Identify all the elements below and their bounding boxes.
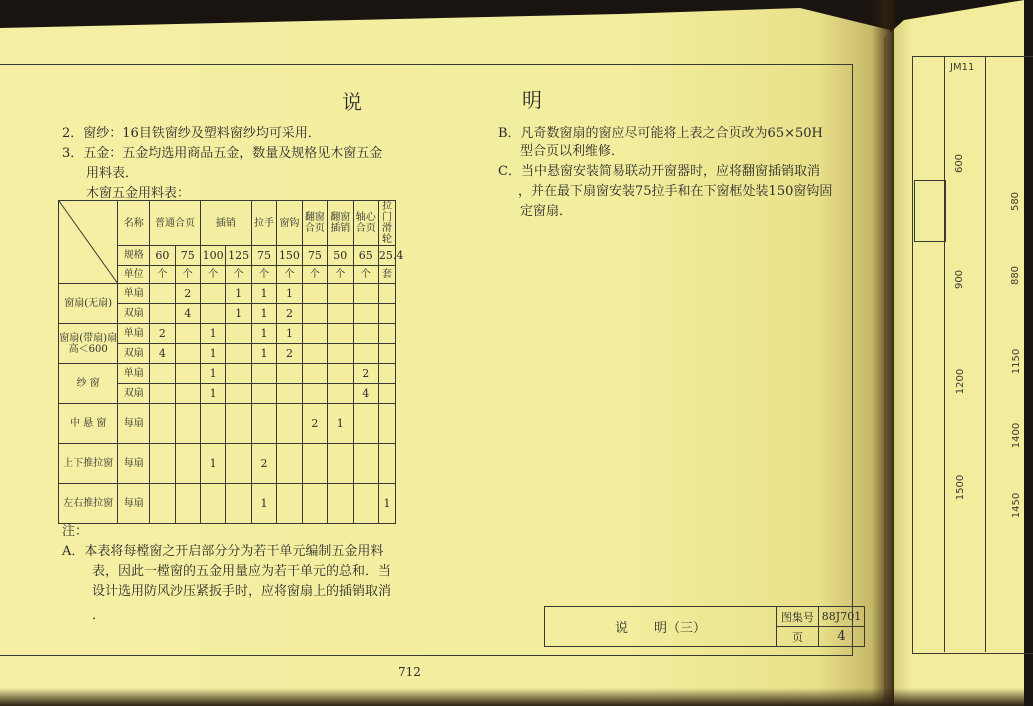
quantity-cell	[328, 324, 353, 344]
spec-cell: 75	[251, 246, 276, 266]
quantity-cell	[175, 384, 200, 404]
spec-cell: 75	[302, 246, 327, 266]
quantity-cell: 1	[200, 344, 225, 364]
quantity-cell	[378, 444, 395, 484]
row-group-label: 纱 窗	[59, 364, 118, 404]
note-a-line4: ．	[92, 608, 106, 623]
quantity-cell: 4	[353, 384, 378, 404]
quantity-cell	[277, 384, 302, 404]
quantity-cell: 2	[277, 344, 302, 364]
row-sub-label: 每扇	[118, 404, 150, 444]
quantity-cell	[302, 344, 327, 364]
quantity-cell	[150, 404, 175, 444]
quantity-cell	[251, 384, 276, 404]
quantity-cell	[226, 484, 251, 524]
col-handle: 拉手	[251, 201, 276, 246]
spec-cell: 25.4	[378, 246, 395, 266]
note-c-line3: 定窗扇．	[520, 204, 573, 219]
note-c-line1: C．当中悬窗安装简易联动开窗器时，应将翻窗插销取消	[498, 164, 820, 179]
right-dim: 1500	[955, 474, 967, 501]
quantity-cell: 1	[200, 364, 225, 384]
quantity-cell	[302, 324, 327, 344]
quantity-cell: 4	[150, 344, 175, 364]
quantity-cell	[200, 284, 225, 304]
quantity-cell: 1	[226, 304, 251, 324]
note-a-line3: 设计选用防风沙压紧扳手时，应将窗扇上的插销取消	[92, 584, 392, 599]
quantity-cell: 2	[175, 284, 200, 304]
quantity-cell: 1	[226, 284, 251, 304]
quantity-cell: 1	[277, 324, 302, 344]
spec-cell: 100	[200, 246, 225, 266]
row-group-label: 中 悬 窗	[59, 404, 118, 444]
unit-cell: 个	[353, 266, 378, 284]
quantity-cell	[200, 404, 225, 444]
notes-title: 注：	[62, 524, 89, 539]
quantity-cell	[302, 304, 327, 324]
atlas-number: 88J701	[819, 607, 865, 627]
quantity-cell: 1	[200, 444, 225, 484]
quantity-cell	[277, 404, 302, 444]
row-sub-label: 双扇	[118, 344, 150, 364]
quantity-cell: 1	[378, 484, 395, 524]
quantity-cell	[328, 384, 353, 404]
quantity-cell	[328, 484, 353, 524]
unit-cell: 个	[277, 266, 302, 284]
book-spine	[872, 0, 894, 706]
unit-cell: 个	[328, 266, 353, 284]
quantity-cell: 1	[277, 284, 302, 304]
page-bottom-shadow	[0, 688, 1024, 706]
quantity-cell	[378, 304, 395, 324]
quantity-cell	[378, 404, 395, 444]
quantity-cell	[226, 384, 251, 404]
title-block-title: 说 明（三）	[545, 607, 777, 647]
spec-cell: 125	[226, 246, 251, 266]
right-dim: 900	[954, 269, 966, 290]
spec-cell: 150	[277, 246, 302, 266]
spec-cell: 75	[175, 246, 200, 266]
row-sub-label: 每扇	[118, 484, 150, 524]
unit-cell: 个	[175, 266, 200, 284]
quantity-cell: 1	[200, 324, 225, 344]
quantity-cell	[150, 304, 175, 324]
row-sub-label: 双扇	[118, 304, 150, 324]
quantity-cell	[200, 484, 225, 524]
quantity-cell: 1	[251, 484, 276, 524]
quantity-cell: 2	[251, 444, 276, 484]
paragraph-hardware: 3．五金：五金均选用商品五金，数量及规格见木窗五金	[62, 146, 383, 161]
quantity-cell	[328, 344, 353, 364]
row-group-label: 左右推拉窗	[59, 484, 118, 524]
row-group-label: 窗扇(无扇)	[59, 284, 118, 324]
quantity-cell	[277, 364, 302, 384]
paragraph-hardware-cont: 用料表．	[86, 166, 139, 181]
unit-cell: 个	[251, 266, 276, 284]
quantity-cell	[277, 444, 302, 484]
quantity-cell	[175, 444, 200, 484]
row-sub-label: 单扇	[118, 284, 150, 304]
quantity-cell	[251, 364, 276, 384]
quantity-cell	[302, 444, 327, 484]
quantity-cell	[353, 284, 378, 304]
unit-cell: 套	[378, 266, 395, 284]
row-sub-label: 单扇	[118, 364, 150, 384]
quantity-cell	[328, 304, 353, 324]
spec-cell: 60	[150, 246, 175, 266]
quantity-cell	[302, 484, 327, 524]
quantity-cell	[200, 304, 225, 324]
unit-cell: 个	[302, 266, 327, 284]
heading-right: 明	[522, 88, 544, 112]
right-page-label: JM11	[950, 62, 975, 73]
quantity-cell	[150, 444, 175, 484]
quantity-cell	[378, 344, 395, 364]
col-hook: 窗钩	[277, 201, 302, 246]
quantity-cell	[353, 444, 378, 484]
quantity-cell	[175, 404, 200, 444]
heading-left: 说	[342, 90, 364, 114]
quantity-cell	[353, 304, 378, 324]
quantity-cell	[378, 284, 395, 304]
quantity-cell: 2	[150, 324, 175, 344]
quantity-cell	[226, 344, 251, 364]
quantity-cell	[150, 484, 175, 524]
quantity-cell: 1	[328, 404, 353, 444]
right-dim: 1450	[1011, 492, 1023, 519]
col-roller: 拉门滑轮	[378, 201, 395, 246]
quantity-cell	[150, 364, 175, 384]
quantity-cell	[226, 404, 251, 444]
quantity-cell: 1	[251, 324, 276, 344]
col-bolt: 插销	[200, 201, 251, 246]
quantity-cell: 1	[251, 304, 276, 324]
quantity-cell	[378, 324, 395, 344]
unit-cell: 个	[226, 266, 251, 284]
quantity-cell	[175, 364, 200, 384]
quantity-cell	[378, 384, 395, 404]
quantity-cell	[175, 324, 200, 344]
quantity-cell	[277, 484, 302, 524]
page-label: 页	[777, 627, 819, 647]
quantity-cell	[353, 344, 378, 364]
atlas-label: 图集号	[777, 607, 819, 627]
note-b-line2: 型合页以利维修．	[520, 144, 625, 159]
col-hinge: 普通合页	[150, 201, 201, 246]
note-a-line2: 表，因此一樘窗的五金用量应为若干单元的总和．当	[92, 564, 392, 579]
quantity-cell: 1	[251, 344, 276, 364]
quantity-cell	[251, 404, 276, 444]
quantity-cell	[175, 344, 200, 364]
quantity-cell	[353, 484, 378, 524]
quantity-cell	[378, 364, 395, 384]
spec-cell: 65	[353, 246, 378, 266]
quantity-cell	[328, 284, 353, 304]
hardware-table	[58, 200, 404, 524]
quantity-cell	[302, 364, 327, 384]
col-name-label: 名称	[118, 201, 150, 246]
quantity-cell: 2	[302, 404, 327, 444]
row-group-label: 窗扇(带扇)扇高＜600	[59, 324, 118, 364]
table-corner	[59, 201, 118, 284]
quantity-cell: 2	[353, 364, 378, 384]
right-dim: 1400	[1011, 422, 1023, 449]
quantity-cell	[150, 384, 175, 404]
quantity-cell	[302, 384, 327, 404]
right-dim: 1200	[955, 368, 967, 395]
note-a-line1: A．本表将每樘窗之开启部分分为若干单元编制五金用料	[62, 544, 384, 559]
quantity-cell	[226, 444, 251, 484]
note-c-line2: ，并在最下扇窗安装75拉手和在下窗框处装150窗钩固	[518, 184, 833, 199]
col-pivot-hinge: 轴心合页	[353, 201, 378, 246]
row-sub-label: 单扇	[118, 324, 150, 344]
page-no: 4	[819, 627, 865, 647]
row-spec-label: 规格	[118, 246, 150, 266]
row-group-label: 上下推拉窗	[59, 444, 118, 484]
hardware-table-body	[59, 284, 396, 524]
title-block	[544, 606, 865, 647]
right-dim: 1150	[1011, 348, 1023, 375]
right-page-column	[944, 56, 986, 652]
quantity-cell: 4	[175, 304, 200, 324]
quantity-cell	[226, 364, 251, 384]
quantity-cell	[328, 364, 353, 384]
spec-cell: 50	[328, 246, 353, 266]
quantity-cell: 1	[200, 384, 225, 404]
table-caption: 木窗五金用料表：	[86, 186, 191, 201]
unit-cell: 个	[150, 266, 175, 284]
quantity-cell: 2	[277, 304, 302, 324]
right-dim: 880	[1010, 265, 1022, 286]
page-number: 712	[398, 665, 421, 679]
right-page-small-table	[914, 180, 946, 242]
row-unit-label: 单位	[118, 266, 150, 284]
col-flip-bolt: 翻窗插销	[328, 201, 353, 246]
row-sub-label: 每扇	[118, 444, 150, 484]
quantity-cell: 1	[251, 284, 276, 304]
unit-cell: 个	[200, 266, 225, 284]
quantity-cell	[175, 484, 200, 524]
quantity-cell	[302, 284, 327, 304]
note-b-line1: B．凡奇数窗扇的窗应尽可能将上表之合页改为65×50H	[498, 126, 823, 141]
paragraph-window-screen: 2．窗纱：16目铁窗纱及塑料窗纱均可采用．	[62, 126, 321, 141]
row-sub-label: 双扇	[118, 384, 150, 404]
quantity-cell	[226, 324, 251, 344]
quantity-cell	[150, 284, 175, 304]
quantity-cell	[328, 444, 353, 484]
right-dim: 580	[1010, 191, 1022, 212]
quantity-cell	[353, 324, 378, 344]
quantity-cell	[353, 404, 378, 444]
col-flip-hinge: 翻窗合页	[302, 201, 327, 246]
right-dim: 600	[954, 153, 966, 174]
